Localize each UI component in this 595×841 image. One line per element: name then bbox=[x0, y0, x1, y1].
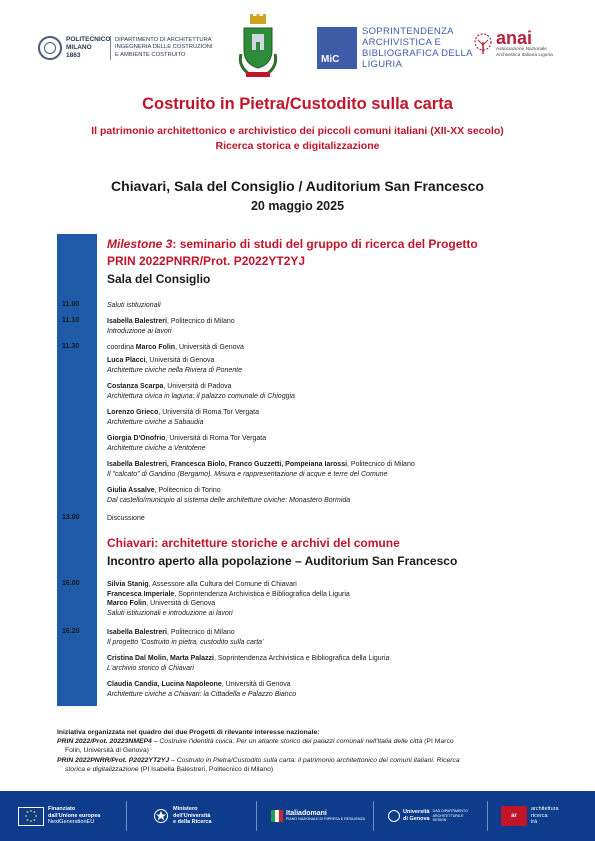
eu-logo: Finanziato dall'Unione europea NextGenerationEU bbox=[18, 800, 100, 832]
program-item: Luca Placci, Università di Genova Architetture civiche nella Riviera di Ponente bbox=[107, 357, 243, 374]
polimi-name: POLITECNICO MILANO 1863 bbox=[66, 36, 111, 59]
program-item: Lorenzo Grieco, Università di Roma Tor Vergata Architetture civiche a Sabaudia bbox=[107, 409, 259, 426]
milestone-label: Milestone 3 bbox=[107, 237, 173, 251]
subtitle-line-2: Ricerca storica e digitalizzazione bbox=[215, 139, 380, 152]
program-item: Isabella Balestreri, Politecnico di Milano Introduzione ai lavori bbox=[107, 318, 235, 335]
anai-tree-icon bbox=[472, 33, 494, 55]
time-slot: 11.30 bbox=[62, 343, 80, 350]
subtitle-line-1: Il patrimonio architettonico e archivistico dei piccoli comuni italiani (XII-XX secolo) bbox=[91, 125, 504, 137]
page-subtitle bbox=[0, 124, 595, 153]
header-logos bbox=[0, 14, 595, 84]
unige-seal-icon bbox=[388, 810, 400, 822]
program-item: Giulia Assalve, Politecnico di Torino Dal castello/municipio al sistema delle architetture civiche: Monastero Bormida bbox=[107, 487, 351, 504]
milestone-rest: : seminario di studi del gruppo di ricerca del Progetto bbox=[172, 237, 478, 251]
mic-box: MiC bbox=[317, 27, 357, 69]
program-item: coordina Marco Folin, Università di Genova bbox=[107, 344, 244, 351]
unige-logo: Università di Genova DAD DIPARTIMENTO ARCHITETTURA E DESIGN bbox=[388, 800, 475, 832]
anai-desc: Associazione Nazionale Archivistica Italiana Liguria bbox=[496, 47, 553, 58]
funding-project-1: PRIN 2022/Prot. 20223NMEP4 – Costruire l'identità civica. Per un atlante storico dei palazzi comunali nell'Italia delle città (PI Marco bbox=[57, 738, 454, 746]
program-item: Silvia Stanig, Assessore alla Cultura del Comune di Chiavari Francesca Imperiale, Soprintendenza Archivistica e Bibliografica della Liguria Marco Folin, Università di Genova Saluti istituzionali e introduzione ai lavori bbox=[107, 581, 350, 617]
time-slot: 16.20 bbox=[62, 628, 80, 635]
section-1-room: Sala del Consiglio bbox=[107, 272, 211, 286]
program-item: Claudia Candia, Lucina Napoleone, Università di Genova Architetture civiche a Chiavari: la Cittadella e Palazzo Bianco bbox=[107, 681, 297, 698]
event-date: 20 maggio 2025 bbox=[250, 199, 345, 213]
time-slot: 11.00 bbox=[62, 301, 80, 308]
anai-logo bbox=[472, 30, 566, 58]
mic-logo bbox=[317, 26, 487, 70]
section-2-subtitle: Incontro aperto alla popolazione – Auditorium San Francesco bbox=[107, 554, 458, 568]
italy-flag-icon bbox=[271, 810, 283, 822]
prin-logo: ar architettura ricerca irà bbox=[501, 800, 559, 832]
event-venue: Chiavari, Sala del Consiglio / Auditorium San Francesco bbox=[111, 178, 484, 194]
time-slot: 13.00 bbox=[62, 514, 80, 521]
italiadomani-logo: Italiadomani PIANO NAZIONALE DI RIPRESA E RESILIENZA bbox=[271, 800, 365, 832]
program-item: Isabella Balestreri, Francesca Biolo, Franco Guzzetti, Pompeiana Iarossi, Politecnico di Milano Il "calcato" di Gandino (Bergamo). Misura e rappresentazione di acque e terre del Comune bbox=[107, 461, 415, 478]
chiavari-crest-icon bbox=[238, 14, 278, 82]
program-item: Costanza Scarpa, Università di Padova Architettura civica in laguna: il palazzo comunale di Chioggia bbox=[107, 383, 295, 400]
polimi-seal-icon bbox=[38, 36, 62, 60]
anai-name: anai bbox=[496, 28, 533, 48]
polimi-separator bbox=[110, 36, 111, 60]
funding-project-2: PRIN 2022PNRR/Prot. P2022YT2YJ – Costruito in Pietra/Custodito sulla carta: il patrimonio architettonico dei comuni italiani. Ricerca bbox=[57, 756, 460, 764]
funding-note-heading: Iniziativa organizzata nel quadro dei due Progetti di rilevante interesse nazionale: bbox=[57, 729, 320, 736]
section-1-header bbox=[107, 236, 478, 288]
page-title: Costruito in Pietra/Custodito sulla carta bbox=[142, 95, 453, 113]
funding-note: Iniziativa organizzata nel quadro dei due Progetti di rilevante interesse nazionale: PRIN 2022/Prot. 20223NMEP4 – Costruire l'identità civica. Per un atlante storico dei palazzi comunali nell'Italia delle città (PI Marco Folin, Università di Genova) PRIN 2022PNRR/Prot. P2022YT2YJ – Costruito in Pietra/Custodito sulla carta: il patrimonio architettonico dei comuni italiani. Ricerca storica e digitalizzazione (PI Isabella Balestreri, Politecnico di Milano) bbox=[57, 728, 547, 774]
section-2-title: Chiavari: architetture storiche e archivi del comune bbox=[107, 536, 400, 550]
polimi-dept: DIPARTIMENTO DI ARCHITETTURA INGEGNERIA DELLE COSTRUZIONI E AMBIENTE COSTRUITO bbox=[115, 36, 213, 58]
program-item: Cristina Dal Molin, Marta Palazzi, Soprintendenza Archivistica e Bibliografica della Liguria L'archivio storico di Chiavari bbox=[107, 655, 390, 672]
section-2-header bbox=[107, 535, 457, 570]
program-item: Isabella Balestreri, Politecnico di Milano Il progetto 'Costruito in pietra, custodito sulla carta' bbox=[107, 629, 264, 646]
time-slot: 11.10 bbox=[62, 317, 80, 324]
program-item: Saluti istituzionali bbox=[107, 302, 161, 309]
mic-text: SOPRINTENDENZA ARCHIVISTICA E BIBLIOGRAFICA DELLA LIGURIA bbox=[362, 26, 473, 70]
footer-band bbox=[0, 791, 595, 841]
mur-logo: Ministero dell'Università e della Ricerca bbox=[153, 800, 212, 832]
section-1-prin: PRIN 2022PNRR/Prot. P2022YT2YJ bbox=[107, 254, 306, 268]
eu-flag-icon bbox=[18, 807, 44, 826]
program-item: Giorgia D'Onofrio, Università di Roma Tor Vergata Architetture civiche a Ventotene bbox=[107, 435, 267, 452]
mur-emblem-icon bbox=[153, 808, 169, 824]
time-slot: 16.00 bbox=[62, 580, 80, 587]
prin-mark-icon: ar bbox=[501, 806, 527, 826]
polimi-logo bbox=[38, 36, 217, 60]
program-item: Discussione bbox=[107, 515, 145, 522]
